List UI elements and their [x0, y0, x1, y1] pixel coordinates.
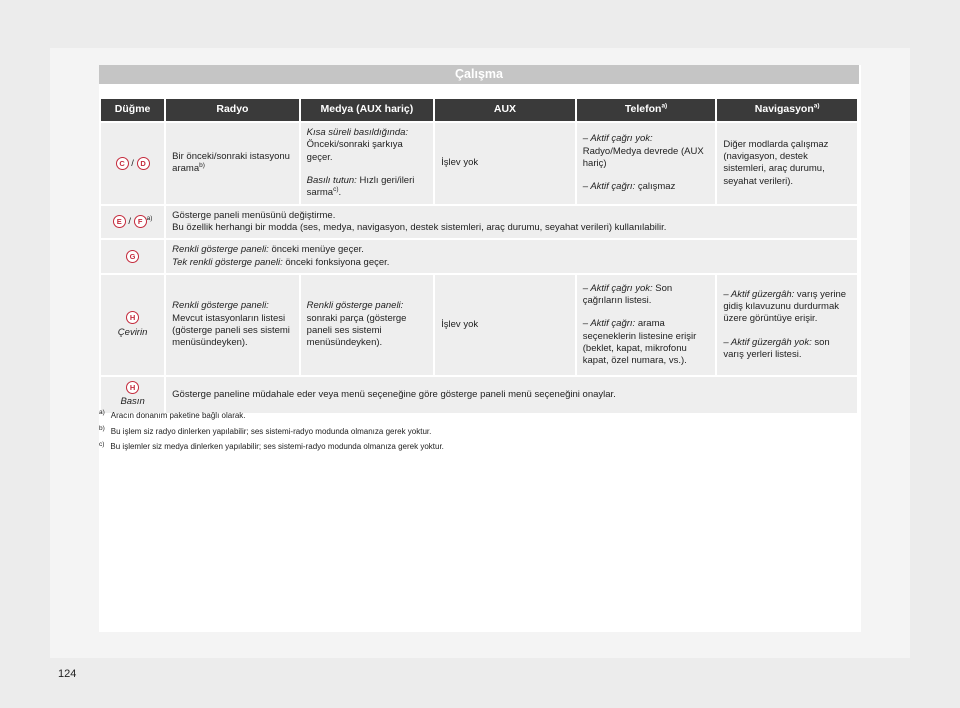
h-key-icon: H	[126, 381, 139, 394]
e-key-icon: E	[113, 215, 126, 228]
cell-text: Önceki/sonraki şarkıya geçer.	[306, 139, 403, 163]
cell-text: Hızlı geri/ileri sarma	[306, 175, 415, 199]
manual-page	[50, 48, 910, 680]
key-separator: /	[125, 216, 134, 228]
aux-cell: İşlev yok	[435, 275, 575, 375]
cell-text: önceki menüye geçer.	[268, 244, 364, 256]
table-row	[101, 275, 857, 375]
cell-text-emphasis: – Aktif güzergâh:	[723, 288, 795, 300]
table-row	[101, 123, 857, 204]
description-cell	[166, 240, 857, 273]
footnote-ref: c)	[333, 186, 339, 194]
action-label: Çevirin	[117, 326, 148, 338]
controls-table	[99, 99, 859, 413]
d-key-icon: D	[137, 157, 150, 170]
button-cell	[101, 206, 164, 239]
footnote	[99, 442, 839, 452]
radio-cell	[166, 123, 298, 204]
footnote-mark: b)	[99, 424, 105, 432]
cell-text: arama seçeneklerin listesine erişir (beklet, kapat, mikrofonu kapat, özel numara, vs.).	[582, 318, 697, 367]
description-cell: Gösterge paneline müdahale eder veya menü seçeneğine göre gösterge paneli menü seçeneğini onaylar.	[166, 377, 857, 413]
cell-text-emphasis: – Aktif güzergâh yok:	[723, 336, 812, 348]
button-cell	[101, 275, 164, 375]
cell-text: Bu özellik herhangi bir modda (ses, medya, navigasyon, destek sistemleri, araç durumu, seyahat verileri) kullanılabilir.	[172, 222, 667, 234]
cell-text: sonraki parça (gösterge paneli ses sistemi menüsündeyken).	[306, 312, 407, 349]
table-header-row	[101, 99, 857, 121]
cell-text-emphasis: Basılı tutun:	[306, 175, 357, 187]
media-cell	[301, 123, 433, 204]
cell-text: önceki fonksiyona geçer.	[282, 256, 390, 268]
cell-text-emphasis: Kısa süreli basıldığında:	[306, 127, 409, 138]
cell-text: Bir önceki/sonraki istasyonu arama	[172, 151, 290, 175]
media-cell	[301, 275, 433, 375]
page-number: 124	[58, 668, 77, 680]
content-area	[99, 65, 861, 632]
table-row	[101, 240, 857, 273]
footnote	[99, 424, 839, 437]
cell-text-emphasis: Renkli gösterge paneli:	[172, 244, 269, 256]
f-key-icon: F	[134, 215, 147, 228]
phone-cell	[577, 123, 716, 204]
footnote-ref: a)	[813, 102, 820, 110]
key-separator: /	[128, 157, 137, 169]
footnote-mark: c)	[99, 440, 105, 448]
footnotes	[99, 411, 839, 458]
footnote-text: Aracın donanım paketine bağlı olarak.	[110, 411, 246, 420]
cell-text-emphasis: – Aktif çağrı yok:	[582, 133, 653, 145]
col-header-phone	[577, 99, 716, 121]
phone-cell	[577, 275, 716, 375]
footnote-ref: b)	[199, 162, 205, 170]
col-header-button: Düğme	[101, 99, 164, 121]
cell-text: Son çağrıların listesi.	[582, 282, 673, 306]
radio-cell	[166, 275, 298, 375]
footnote	[99, 411, 839, 421]
cell-text-emphasis: Renkli gösterge paneli:	[172, 300, 269, 312]
col-header-aux: AUX	[435, 99, 575, 121]
footnote-ref: a)	[661, 102, 668, 110]
button-cell	[101, 377, 164, 413]
cell-text: varış yerine gidiş kılavuzunu durdurmak üzere görüntüye erişir.	[723, 288, 847, 325]
button-cell	[101, 240, 164, 273]
description-cell	[166, 206, 857, 239]
button-cell	[101, 123, 164, 204]
cell-text: çalışmaz	[635, 181, 676, 193]
footnote-ref: a)	[146, 215, 153, 223]
section-title: Çalışma	[99, 65, 859, 84]
cell-text-emphasis: – Aktif çağrı:	[582, 181, 636, 193]
nav-cell: Diğer modlarda çalışmaz (navigasyon, destek sistemleri, araç durumu, seyahat verileri).	[717, 123, 857, 204]
g-key-icon: G	[126, 250, 139, 263]
col-header-media: Medya (AUX hariç)	[301, 99, 433, 121]
table-row	[101, 206, 857, 239]
col-header-nav	[717, 99, 857, 121]
footnote-text: Bu işlem siz radyo dinlerken yapılabilir; ses sistemi-radyo modunda olmanıza gerek yoktur.	[110, 426, 432, 436]
cell-text: Radyo/Medya devrede (AUX hariç)	[582, 145, 704, 169]
col-header-radio: Radyo	[166, 99, 298, 121]
action-label: Basın	[120, 396, 145, 408]
table-row	[101, 377, 857, 413]
h-key-icon: H	[126, 311, 139, 324]
cell-text: .	[338, 187, 342, 199]
cell-text: Mevcut istasyonların listesi (gösterge paneli ses sistemi menüsündeyken).	[172, 312, 290, 349]
cell-text: Gösterge paneli menüsünü değiştirme.	[172, 209, 336, 221]
footnote-mark: a)	[99, 409, 105, 417]
cell-text-emphasis: – Aktif çağrı yok:	[582, 282, 653, 294]
aux-cell: İşlev yok	[435, 123, 575, 204]
cell-text-emphasis: Renkli gösterge paneli:	[306, 300, 404, 312]
phone-header-label: Telefon	[624, 103, 662, 116]
cell-text: son varış yerleri listesi.	[723, 336, 830, 361]
nav-header-label: Navigasyon	[754, 103, 814, 116]
nav-cell	[717, 275, 857, 375]
cell-text-emphasis: Tek renkli gösterge paneli:	[172, 256, 283, 268]
c-key-icon: C	[116, 157, 129, 170]
footnote-text: Bu işlemler siz medya dinlerken yapılabilir; ses sistemi-radyo modunda olmanıza gerek yoktur.	[110, 442, 444, 452]
cell-text-emphasis: – Aktif çağrı:	[582, 318, 636, 330]
